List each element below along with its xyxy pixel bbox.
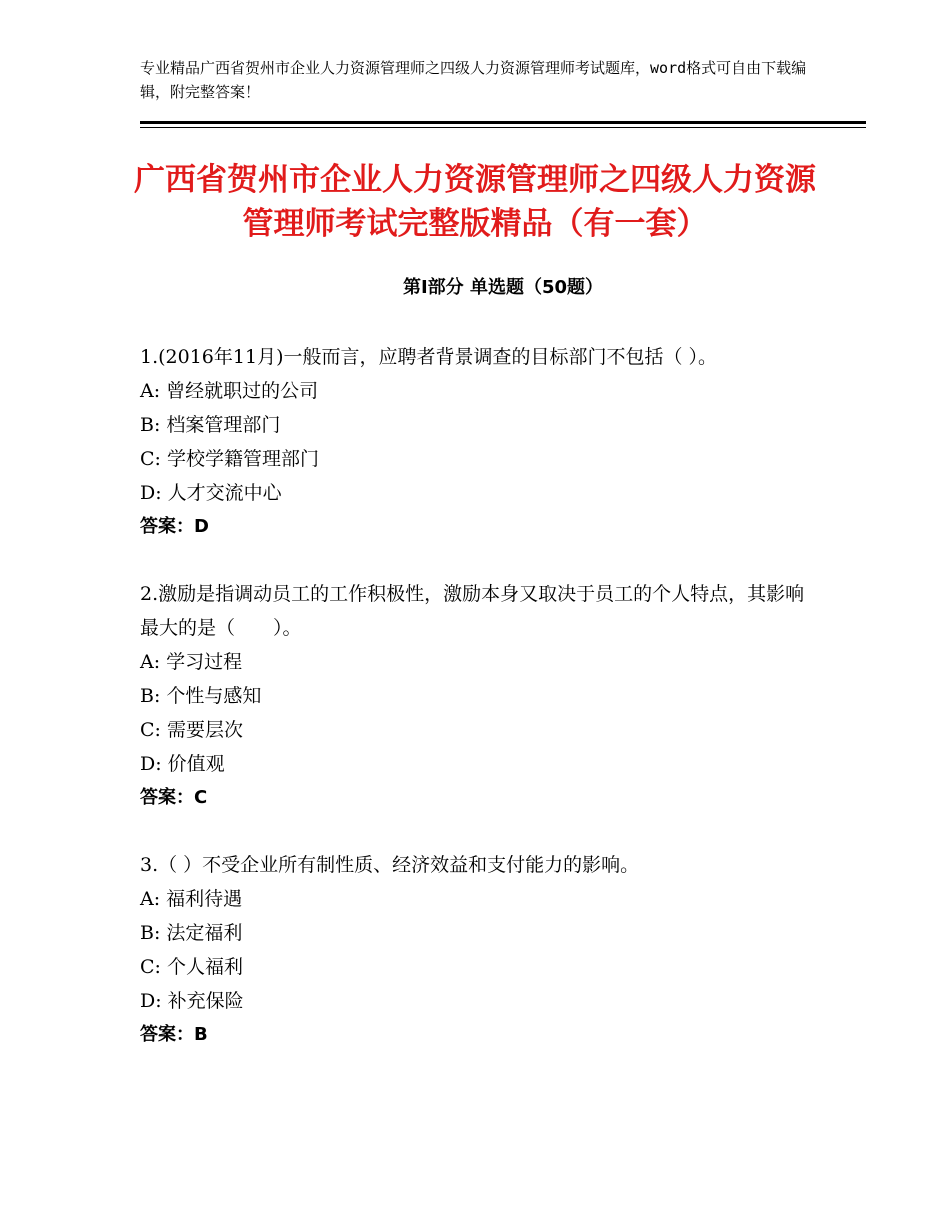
option-c: C: 学校学籍管理部门 <box>140 448 319 470</box>
question-1 <box>140 340 820 544</box>
section-title: 第Ⅰ部分 单选题（50题） <box>402 277 603 298</box>
question-2 <box>140 577 820 815</box>
question-3 <box>140 848 820 1052</box>
answer: 答案：B <box>140 1024 208 1045</box>
option-c: C: 需要层次 <box>140 719 243 741</box>
question-list <box>140 340 820 1085</box>
option-d: D: 补充保险 <box>140 990 244 1012</box>
option-d: D: 人才交流中心 <box>140 482 282 504</box>
header-rule-thin <box>140 127 866 128</box>
header-note: 专业精品广西省贺州市企业人力资源管理师之四级人力资源管理师考试题库，word格式可自由下载编辑，附完整答案！ <box>140 59 807 101</box>
option-d: D: 价值观 <box>140 753 225 775</box>
option-b: B: 法定福利 <box>140 922 243 944</box>
option-b: B: 个性与感知 <box>140 685 262 707</box>
question-stem: 1.(2016年11月)一般而言，应聘者背景调查的目标部门不包括（ ）。 <box>140 346 718 368</box>
document-title: 广西省贺州市企业人力资源管理师之四级人力资源管理师考试完整版精品（有一套） <box>134 162 816 242</box>
header-rule-thick <box>140 121 866 124</box>
option-a: A: 学习过程 <box>140 651 243 673</box>
option-a: A: 曾经就职过的公司 <box>140 380 319 402</box>
option-a: A: 福利待遇 <box>140 888 243 910</box>
question-stem: 2.激励是指调动员工的工作积极性，激励本身又取决于员工的个人特点，其影响最大的是（ ）。 <box>140 583 805 639</box>
answer: 答案：C <box>140 787 208 808</box>
question-stem: 3.（ ）不受企业所有制性质、经济效益和支付能力的影响。 <box>140 854 640 876</box>
option-c: C: 个人福利 <box>140 956 243 978</box>
option-b: B: 档案管理部门 <box>140 414 281 436</box>
answer: 答案：D <box>140 516 209 537</box>
